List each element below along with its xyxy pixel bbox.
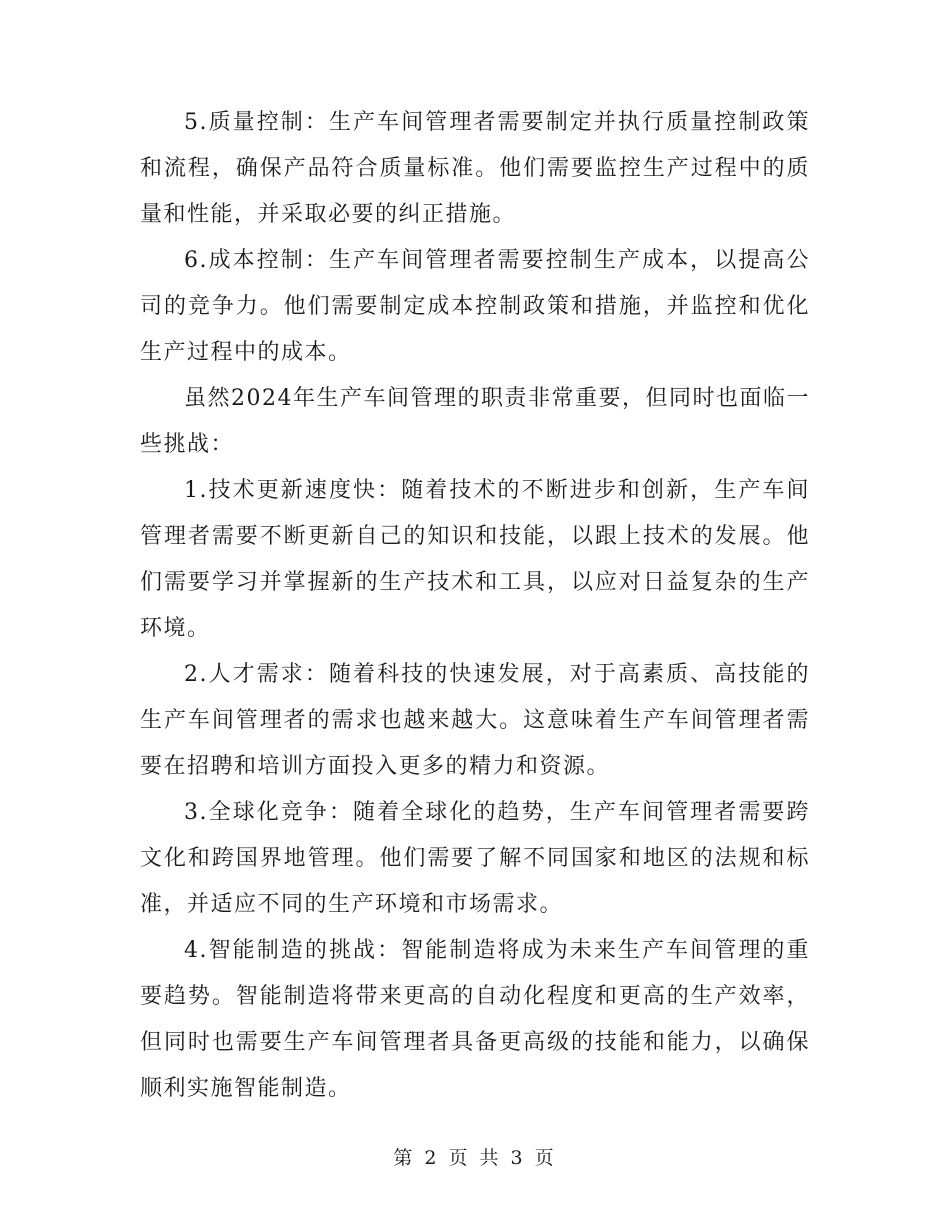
paragraph-cost-control: 6.成本控制：生产车间管理者需要控制生产成本，以提高公司的竞争力。他们需要制定成本控制政策和措施，并监控和优化生产过程中的成本。 [140,248,810,365]
paragraph-challenges-intro: 虽然2024年生产车间管理的职责非常重要，但同时也面临一些挑战： [140,386,810,457]
page-number-footer: 第 2 页 共 3 页 [393,1147,557,1169]
paragraph-quality-control: 5.质量控制：生产车间管理者需要制定并执行质量控制政策和流程，确保产品符合质量标准。他们需要监控生产过程中的质量和性能，并采取必要的纠正措施。 [140,110,810,227]
paragraph-smart-manufacturing: 4.智能制造的挑战：智能制造将成为未来生产车间管理的重要趋势。智能制造将带来更高的自动化程度和更高的生产效率，但同时也需要生产车间管理者具备更高级的技能和能力，以确保顺利实施智能制造。 [140,938,810,1101]
paragraph-talent-demand: 2.人才需求：随着科技的快速发展，对于高素质、高技能的生产车间管理者的需求也越来越大。这意味着生产车间管理者需要在招聘和培训方面投入更多的精力和资源。 [140,662,810,779]
document-body [140,100,810,1112]
paragraph-tech-update: 1.技术更新速度快：随着技术的不断进步和创新，生产车间管理者需要不断更新自己的知识和技能，以跟上技术的发展。他们需要学习并掌握新的生产技术和工具，以应对日益复杂的生产环境。 [140,478,810,641]
paragraph-globalization: 3.全球化竞争：随着全球化的趋势，生产车间管理者需要跨文化和跨国界地管理。他们需要了解不同国家和地区的法规和标准，并适应不同的生产环境和市场需求。 [140,800,810,917]
